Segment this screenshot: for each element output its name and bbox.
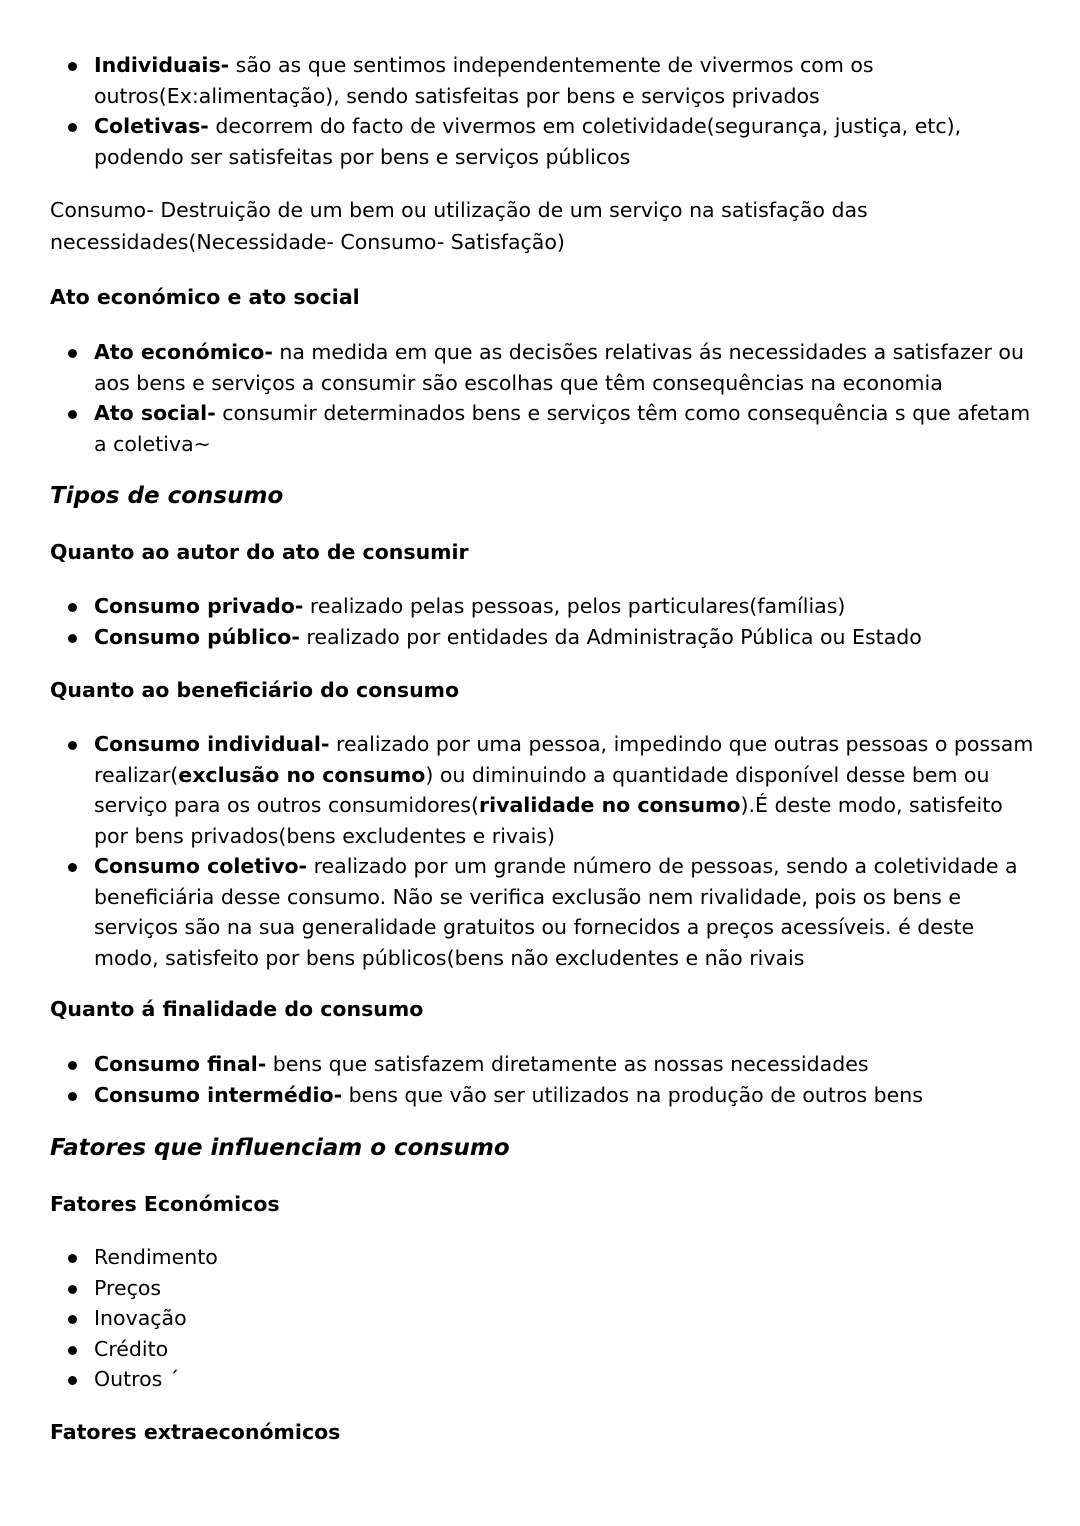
term-text: realizado por um grande número de pessoas, sendo a coletividade a beneficiária desse consumo. Não se verifica exclusão nem rivalidade, pois os bens e serviços são na sua generalidade gratuitos ou fornecidos a preços acessíveis. é deste modo, satisfeito por bens públicos(bens não excludentes e não rivais	[94, 854, 1018, 970]
bullet-icon	[68, 1092, 77, 1101]
list-item	[50, 851, 1040, 973]
term-label: Ato económico-	[94, 340, 273, 364]
consumo-definition: Consumo- Destruição de um bem ou utilização de um serviço na satisfação das necessidades(Necessidade- Consumo- Satisfação)	[50, 198, 868, 254]
ato-list	[50, 337, 1040, 459]
bullet-icon	[68, 410, 77, 419]
list-item	[50, 398, 1040, 459]
list-item	[50, 1364, 1040, 1395]
term-text: ).É deste modo, satisfeito por bens privados(bens excludentes e rivais)	[94, 793, 1003, 848]
item-text: Outros ´	[94, 1367, 180, 1391]
term-label: Consumo final-	[94, 1052, 267, 1076]
list-item	[50, 337, 1040, 398]
item-text: Crédito	[94, 1336, 169, 1361]
bullet-icon	[68, 741, 77, 750]
term-text: são as que sentimos independentemente de vivermos com os outros(Ex:alimentação), sendo satisfeitas por bens e serviços privados	[94, 53, 874, 108]
bullet-icon	[68, 1254, 77, 1263]
finalidade-list	[50, 1049, 1040, 1110]
list-item	[50, 1303, 1040, 1334]
necessidades-list	[50, 50, 1040, 172]
list-item	[50, 111, 1040, 172]
term-text: na medida em que as decisões relativas ás necessidades a satisfazer ou aos bens e serviços a consumir são escolhas que têm consequências na economia	[94, 340, 1024, 395]
list-item	[50, 1334, 1040, 1365]
item-text: Inovação	[94, 1306, 187, 1330]
item-text: Rendimento	[94, 1245, 218, 1269]
bullet-icon	[68, 634, 77, 643]
term-label: Consumo coletivo-	[94, 854, 308, 878]
term-text: consumir determinados bens e serviços têm como consequência s que afetam a coletiva~	[94, 401, 1031, 456]
bullet-icon	[68, 863, 77, 872]
term-label: Ato social-	[94, 401, 216, 425]
term-label: Consumo público-	[94, 624, 300, 649]
term-text: bens que satisfazem diretamente as nossas necessidades	[266, 1052, 869, 1076]
bullet-icon	[68, 1346, 77, 1355]
term-text: realizado por uma pessoa, impedindo que outras pessoas o possam realizar(	[94, 732, 1034, 787]
term-text: realizado por entidades da Administração Pública ou Estado	[299, 624, 922, 649]
section-heading: Quanto á finalidade do consumo	[50, 997, 424, 1021]
term-text: ) ou diminuindo a quantidade disponível desse bem ou serviço para os outros consumidores(	[94, 762, 990, 817]
list-item	[50, 50, 1040, 111]
bullet-icon	[68, 1285, 77, 1294]
list-item	[50, 622, 1040, 653]
term-label: Individuais-	[94, 53, 230, 77]
economicos-list	[50, 1242, 1040, 1395]
bullet-icon	[68, 62, 77, 71]
list-item	[50, 729, 1040, 851]
term-text: bens que vão ser utilizados na produção de outros bens	[342, 1082, 923, 1107]
section-title: Tipos de consumo	[50, 483, 284, 509]
term-label: Consumo individual-	[94, 732, 330, 756]
section-title: Fatores que influenciam o consumo	[50, 1135, 510, 1161]
bullet-icon	[68, 123, 77, 132]
bullet-icon	[68, 1376, 77, 1385]
term-label: Consumo privado-	[94, 594, 304, 618]
section-heading: Ato económico e ato social	[50, 285, 360, 309]
autor-list	[50, 591, 1040, 652]
list-item	[50, 1242, 1040, 1273]
term-text: decorrem do facto de vivermos em coletividade(segurança, justiça, etc), podendo ser satisfeitas por bens e serviços públicos	[94, 114, 962, 169]
list-item	[50, 591, 1040, 622]
section-heading: Fatores Económicos	[50, 1192, 280, 1216]
section-heading: Fatores extraeconómicos	[50, 1420, 341, 1444]
term-label: Coletivas-	[94, 114, 209, 138]
emphasis-text: rivalidade no consumo	[478, 793, 741, 817]
section-heading: Quanto ao autor do ato de consumir	[50, 540, 469, 564]
section-heading: Quanto ao beneficiário do consumo	[50, 678, 460, 702]
emphasis-text: exclusão no consumo	[178, 762, 426, 787]
term-text: realizado pelas pessoas, pelos particulares(famílias)	[303, 594, 846, 618]
term-label: Consumo intermédio-	[94, 1082, 343, 1107]
bullet-icon	[68, 603, 77, 612]
list-item	[50, 1049, 1040, 1080]
list-item	[50, 1273, 1040, 1304]
bullet-icon	[68, 349, 77, 358]
bullet-icon	[68, 1061, 77, 1070]
item-text: Preços	[94, 1275, 162, 1300]
beneficiario-list	[50, 729, 1040, 973]
list-item	[50, 1080, 1040, 1111]
bullet-icon	[68, 1315, 77, 1324]
